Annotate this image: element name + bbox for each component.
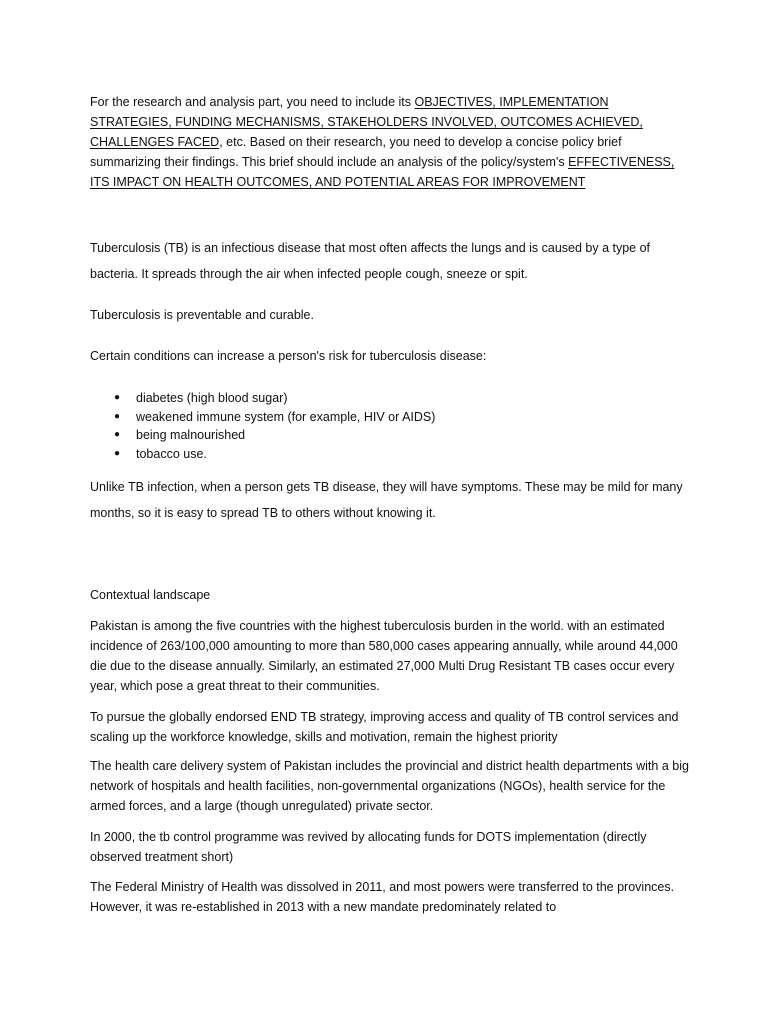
list-item: ● diabetes (high blood sugar) [90,389,650,408]
list-item: ● tobacco use. [90,445,650,464]
bullet-icon: ● [114,410,121,422]
bullet-icon: ● [114,447,121,459]
intro-underlined-1: OBJECTIVES, IMPLEMENTATION STRATEGIES, FUNDING MECHANISMS, STAKEHOLDERS INVOLVED, OUTCOMES ACHIEVED, CHALLENGES FACED [90,95,643,149]
list-item: ● weakened immune system (for example, HIV or AIDS) [90,408,650,427]
intro-underlined-2: EFFECTIVENESS, ITS IMPACT ON HEALTH OUTCOMES, AND POTENTIAL AREAS FOR IMPROVEMENT [90,155,675,189]
risk-factor-list [90,389,650,463]
tb-preventable-paragraph: Tuberculosis is preventable and curable. [90,308,314,322]
section-heading: Contextual landscape [90,588,211,602]
intro-text-1: For the research and analysis part, you need to include its [90,95,415,109]
context-paragraph-5: The Federal Ministry of Health was dissolved in 2011, and most powers were transferred to the provinces. However, it was re-established in 2013 with a new mandate predominately related to [90,880,675,914]
context-paragraph-4: In 2000, the tb control programme was revived by allocating funds for DOTS implementation (directly observed treatment short) [90,830,647,864]
intro-paragraph [90,92,690,192]
context-paragraph-3: The health care delivery system of Pakistan includes the provincial and district health departments with a big network of hospitals and health facilities, non-governmental organizations (NGOs), health service for the armed forces, and a large (though unregulated) private sector. [90,759,689,813]
symptoms-paragraph: Unlike TB infection, when a person gets TB disease, they will have symptoms. These may be mild for many months, so it is easy to spread TB to others without knowing it. [90,480,683,520]
intro-text-2: , etc. Based on their research, you need to develop a concise policy brief summarizing their findings. This brief should include an analysis of the policy/system's [90,135,622,169]
bullet-icon: ● [114,392,121,403]
risk-intro-paragraph: Certain conditions can increase a person's risk for tuberculosis disease: [90,349,487,363]
bullet-icon: ● [114,429,121,440]
context-paragraph-1: Pakistan is among the five countries with the highest tuberculosis burden in the world. with an estimated incidence of 263/100,000 amounting to more than 580,000 cases appearing annually, while around 44,000 die due to the disease annually. Similarly, an estimated 27,000 Multi Drug Resistant TB cases occur every year, which pose a great threat to their communities. [90,619,678,693]
context-paragraph-2: To pursue the globally endorsed END TB strategy, improving access and quality of TB control services and scaling up the workforce knowledge, skills and motivation, remain the highest priority [90,710,679,744]
tb-definition-paragraph: Tuberculosis (TB) is an infectious disease that most often affects the lungs and is caused by a type of bacteria. It spreads through the air when infected people cough, sneeze or spit. [90,241,651,281]
list-item: ● being malnourished [90,426,650,445]
